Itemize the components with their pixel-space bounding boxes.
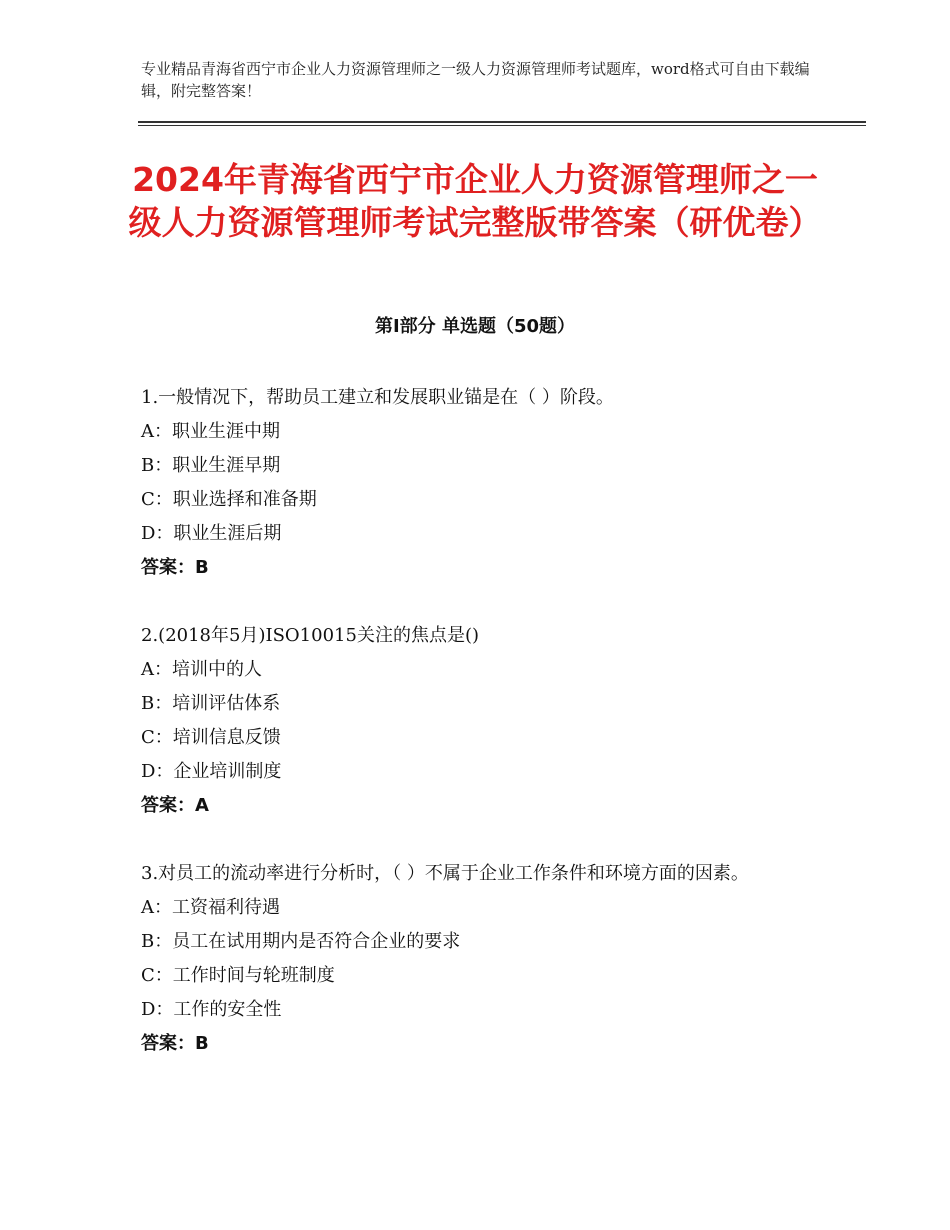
answer-label: 答案：B <box>141 1033 209 1054</box>
option-b: B：职业生涯早期 <box>141 455 281 476</box>
question-stem: 2.(2018年5月)ISO10015关注的焦点是() <box>141 625 479 646</box>
option-c: C：职业选择和准备期 <box>141 489 317 510</box>
header-note: 专业精品青海省西宁市企业人力资源管理师之一级人力资源管理师考试题库，word格式可自由下载编辑，附完整答案！ <box>141 60 810 100</box>
question-stem: 1.一般情况下，帮助员工建立和发展职业锚是在（ ）阶段。 <box>141 387 614 408</box>
question-2 <box>141 619 821 823</box>
option-d: D：工作的安全性 <box>141 999 282 1020</box>
option-c: C：工作时间与轮班制度 <box>141 965 335 986</box>
header-divider-thin <box>138 125 866 126</box>
option-d: D：企业培训制度 <box>141 761 282 782</box>
question-stem: 3.对员工的流动率进行分析时，（ ）不属于企业工作条件和环境方面的因素。 <box>141 863 749 884</box>
answer-label: 答案：A <box>141 795 209 816</box>
section-heading: 第Ⅰ部分 单选题（50题） <box>374 316 575 337</box>
option-a: A：培训中的人 <box>141 659 262 680</box>
option-d: D：职业生涯后期 <box>141 523 282 544</box>
option-b: B：员工在试用期内是否符合企业的要求 <box>141 931 461 952</box>
question-3 <box>141 857 821 1061</box>
option-a: A：工资福利待遇 <box>141 897 280 918</box>
document-title: 2024年青海省西宁市企业人力资源管理师之一级人力资源管理师考试完整版带答案（研优卷） <box>128 160 822 242</box>
question-1 <box>141 381 821 585</box>
option-b: B：培训评估体系 <box>141 693 281 714</box>
answer-label: 答案：B <box>141 557 209 578</box>
header-divider-thick <box>138 121 866 123</box>
option-c: C：培训信息反馈 <box>141 727 281 748</box>
option-a: A：职业生涯中期 <box>141 421 280 442</box>
